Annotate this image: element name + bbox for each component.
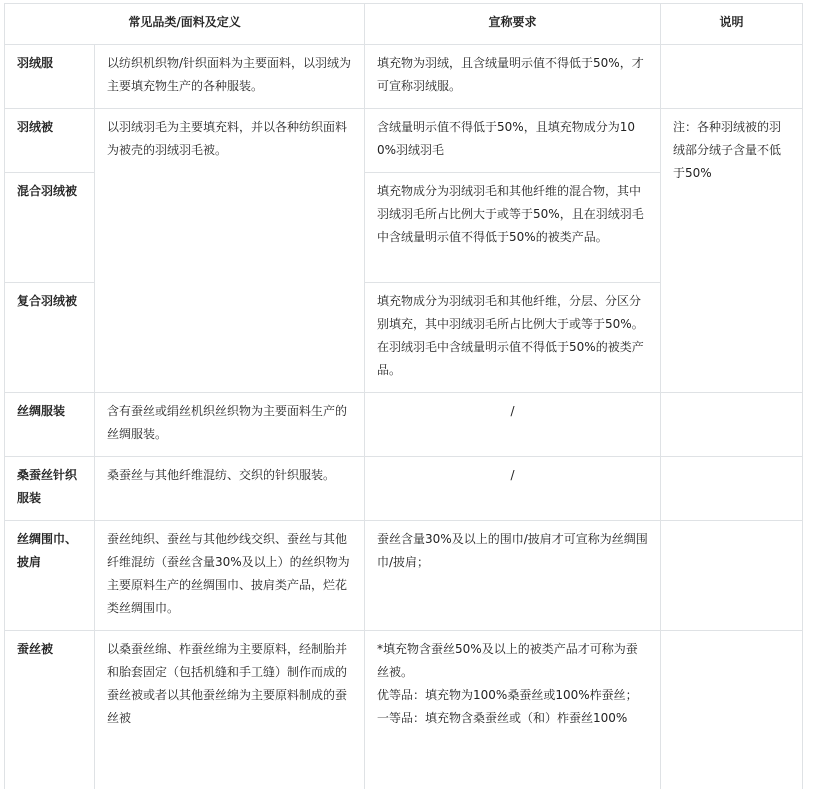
header-note: 说明: [661, 4, 803, 45]
claim-line: *填充物含蚕丝50%及以上的被类产品才可称为蚕丝被。: [377, 642, 638, 679]
table-row: [5, 393, 803, 457]
table-row: [5, 631, 803, 789]
note-cell: [661, 393, 803, 457]
category-cell: 羽绒被: [5, 109, 95, 173]
note-cell: 注：各种羽绒被的羽绒部分绒子含量不低于50%: [661, 109, 803, 393]
claim-cell: 填充物成分为羽绒羽毛和其他纤维，分层、分区分别填充，其中羽绒羽毛所占比例大于或等于50%。在羽绒羽毛中含绒量明示值不得低于50%的被类产品。: [365, 283, 661, 393]
category-cell: 复合羽绒被: [5, 283, 95, 393]
category-cell: 桑蚕丝针织服装: [5, 457, 95, 521]
definition-cell: 以桑蚕丝绵、柞蚕丝绵为主要原料，经制胎并和胎套固定（包括机缝和手工缝）制作而成的蚕丝被或者以其他蚕丝绵为主要原料制成的蚕丝被: [95, 631, 365, 789]
note-cell: [661, 631, 803, 789]
claim-cell: [365, 631, 661, 789]
table-header-row: [5, 4, 803, 45]
claim-cell: /: [365, 393, 661, 457]
claim-line: 一等品：填充物含桑蚕丝或（和）柞蚕丝100%: [377, 711, 628, 725]
definition-cell: 以羽绒羽毛为主要填充料，并以各种纺织面料为被壳的羽绒羽毛被。: [95, 109, 365, 393]
claim-cell: 填充物成分为羽绒羽毛和其他纤维的混合物，其中羽绒羽毛所占比例大于或等于50%，且在羽绒羽毛中含绒量明示值不得低于50%的被类产品。: [365, 173, 661, 283]
claim-line: 优等品：填充物为100%桑蚕丝或100%柞蚕丝；: [377, 688, 638, 702]
definition-cell: 蚕丝纯织、蚕丝与其他纱线交织、蚕丝与其他纤维混纺（蚕丝含量30%及以上）的丝织物为主要原料生产的丝绸围巾、披肩类产品，烂花类丝绸围巾。: [95, 521, 365, 631]
table-row: [5, 109, 803, 173]
header-category: 常见品类/面料及定义: [5, 4, 365, 45]
note-cell: [661, 457, 803, 521]
definition-cell: 含有蚕丝或绢丝机织丝织物为主要面料生产的丝绸服装。: [95, 393, 365, 457]
table-row: [5, 521, 803, 631]
note-cell: [661, 45, 803, 109]
category-cell: 蚕丝被: [5, 631, 95, 789]
category-cell: 混合羽绒被: [5, 173, 95, 283]
table-row: [5, 45, 803, 109]
claim-cell: 含绒量明示值不得低于50%，且填充物成分为100%羽绒羽毛: [365, 109, 661, 173]
category-cell: 羽绒服: [5, 45, 95, 109]
claim-cell: 填充物为羽绒，且含绒量明示值不得低于50%，才可宣称羽绒服。: [365, 45, 661, 109]
definition-cell: 桑蚕丝与其他纤维混纺、交织的针织服装。: [95, 457, 365, 521]
definition-cell: 以纺织机织物/针织面料为主要面料，以羽绒为主要填充物生产的各种服装。: [95, 45, 365, 109]
category-cell: 丝绸围巾、披肩: [5, 521, 95, 631]
table-row: [5, 457, 803, 521]
claims-table: [4, 3, 803, 789]
claim-cell: /: [365, 457, 661, 521]
category-cell: 丝绸服装: [5, 393, 95, 457]
claim-cell: 蚕丝含量30%及以上的围巾/披肩才可宣称为丝绸围巾/披肩；: [365, 521, 661, 631]
header-claim: 宣称要求: [365, 4, 661, 45]
note-cell: [661, 521, 803, 631]
